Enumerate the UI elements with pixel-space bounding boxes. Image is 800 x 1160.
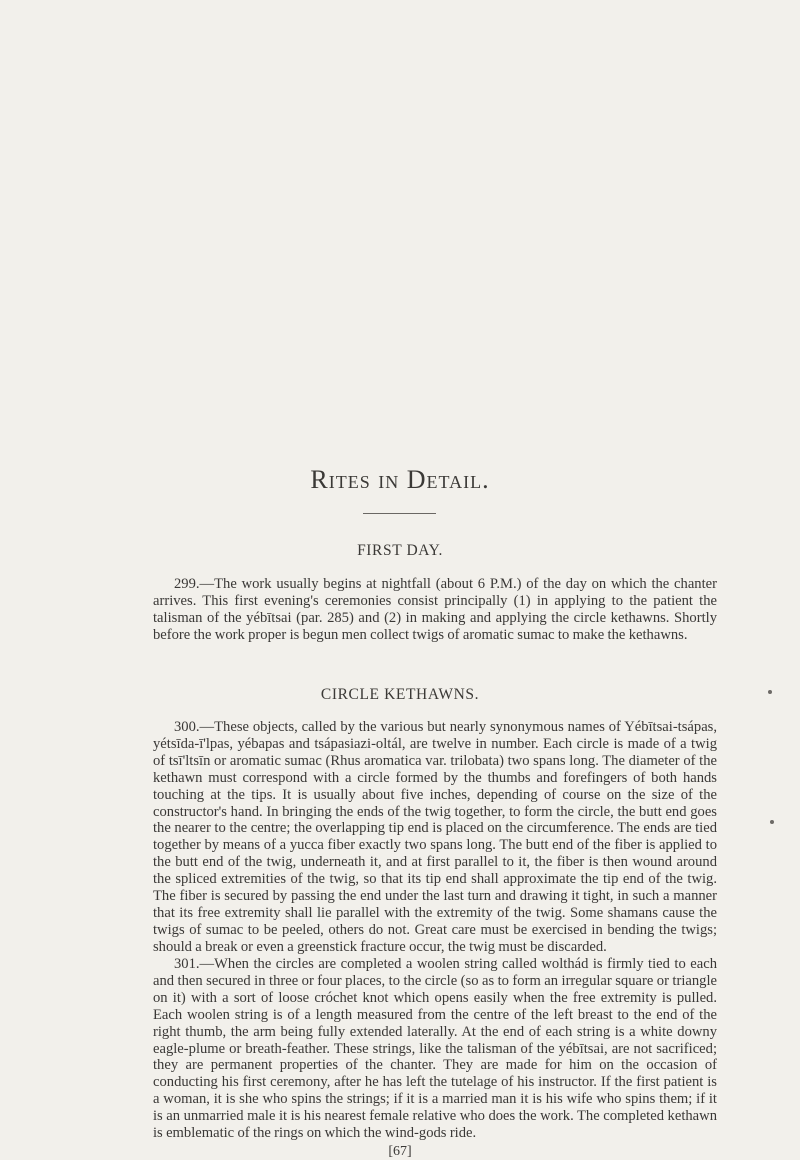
title-rule [363,513,436,514]
section-heading-first-day: FIRST DAY. [357,542,443,559]
paper-speck [770,820,774,824]
page-number: [67] [388,1144,412,1159]
paper-speck [768,690,772,694]
paragraph-301: 301.—When the circles are completed a woolen string called wolthád is firmly tied to each and then secured in three or four places, to the circle (so as to form an irregular square or triangle on it) with a sort of loose cróchet knot which opens easily when the free extremity is pulled. Each woolen string is of a length measured from the centre of the left breast to the end of the right thumb, the arm being fully extended laterally. At the end of each string is a white downy eagle-plume or breath-feather. These strings, like the talisman of the yébītsai, are not sacrificed; they are permanent properties of the chanter. They are made for him on the occasion of conducting his first ceremony, after he has left the tutelage of his instructor. If the first patient is a woman, it is she who spins the strings; if it is a married man it is his wife who spins them; if it is an unmarried male it is his nearest female relative who does the work. The completed kethawn is emblematic of the rings on which the wind-gods ride. [153,956,717,1142]
section-heading-circle-kethawns: CIRCLE KETHAWNS. [320,686,480,703]
chapter-title: Rites in Detail. [310,465,490,494]
paragraph-299: 299.—The work usually begins at nightfall (about 6 P.M.) of the day on which the chanter arrives. This first evening's ceremonies consist principally (1) in applying to the patient the talisman of the yébītsai (par. 285) and (2) in making and applying the circle kethawns. Shortly before the work proper is begun men collect twigs of aromatic sumac to make the kethawns. [153,576,717,643]
paragraph-300: 300.—These objects, called by the various but nearly synonymous names of Yébītsai-tsápas, yétsīda-ī'lpas, yébapas and tsápasiazi-oltál, are twelve in number. Each circle is made of a twig of tsī'ltsīn or aromatic sumac (Rhus aromatica var. trilobata) two spans long. The diameter of the kethawn must correspond with a circle formed by the thumbs and forefingers of both hands touching at the tips. It is usually about five inches, depending of course on the size of the constructor's hand. In bringing the ends of the twig together, to form the circle, the butt end goes the nearer to the centre; the overlapping tip end is placed on the circumference. The ends are tied together by means of a yucca fiber exactly two spans long. The butt end of the fiber is applied to the butt end of the twig, underneath it, and at first parallel to it, the fiber is then wound around the spliced extremities of the twig, so that its tip end shall approximate the tip end of the twig. The fiber is secured by passing the end under the last turn and drawing it tight, in such a manner that its free extremity shall lie parallel with the extremity of the twig. Some shamans cause the twigs of sumac to be peeled, others do not. Great care must be exercised in bending the twigs; should a break or even a greenstick fracture occur, the twig must be discarded. [153,719,717,955]
